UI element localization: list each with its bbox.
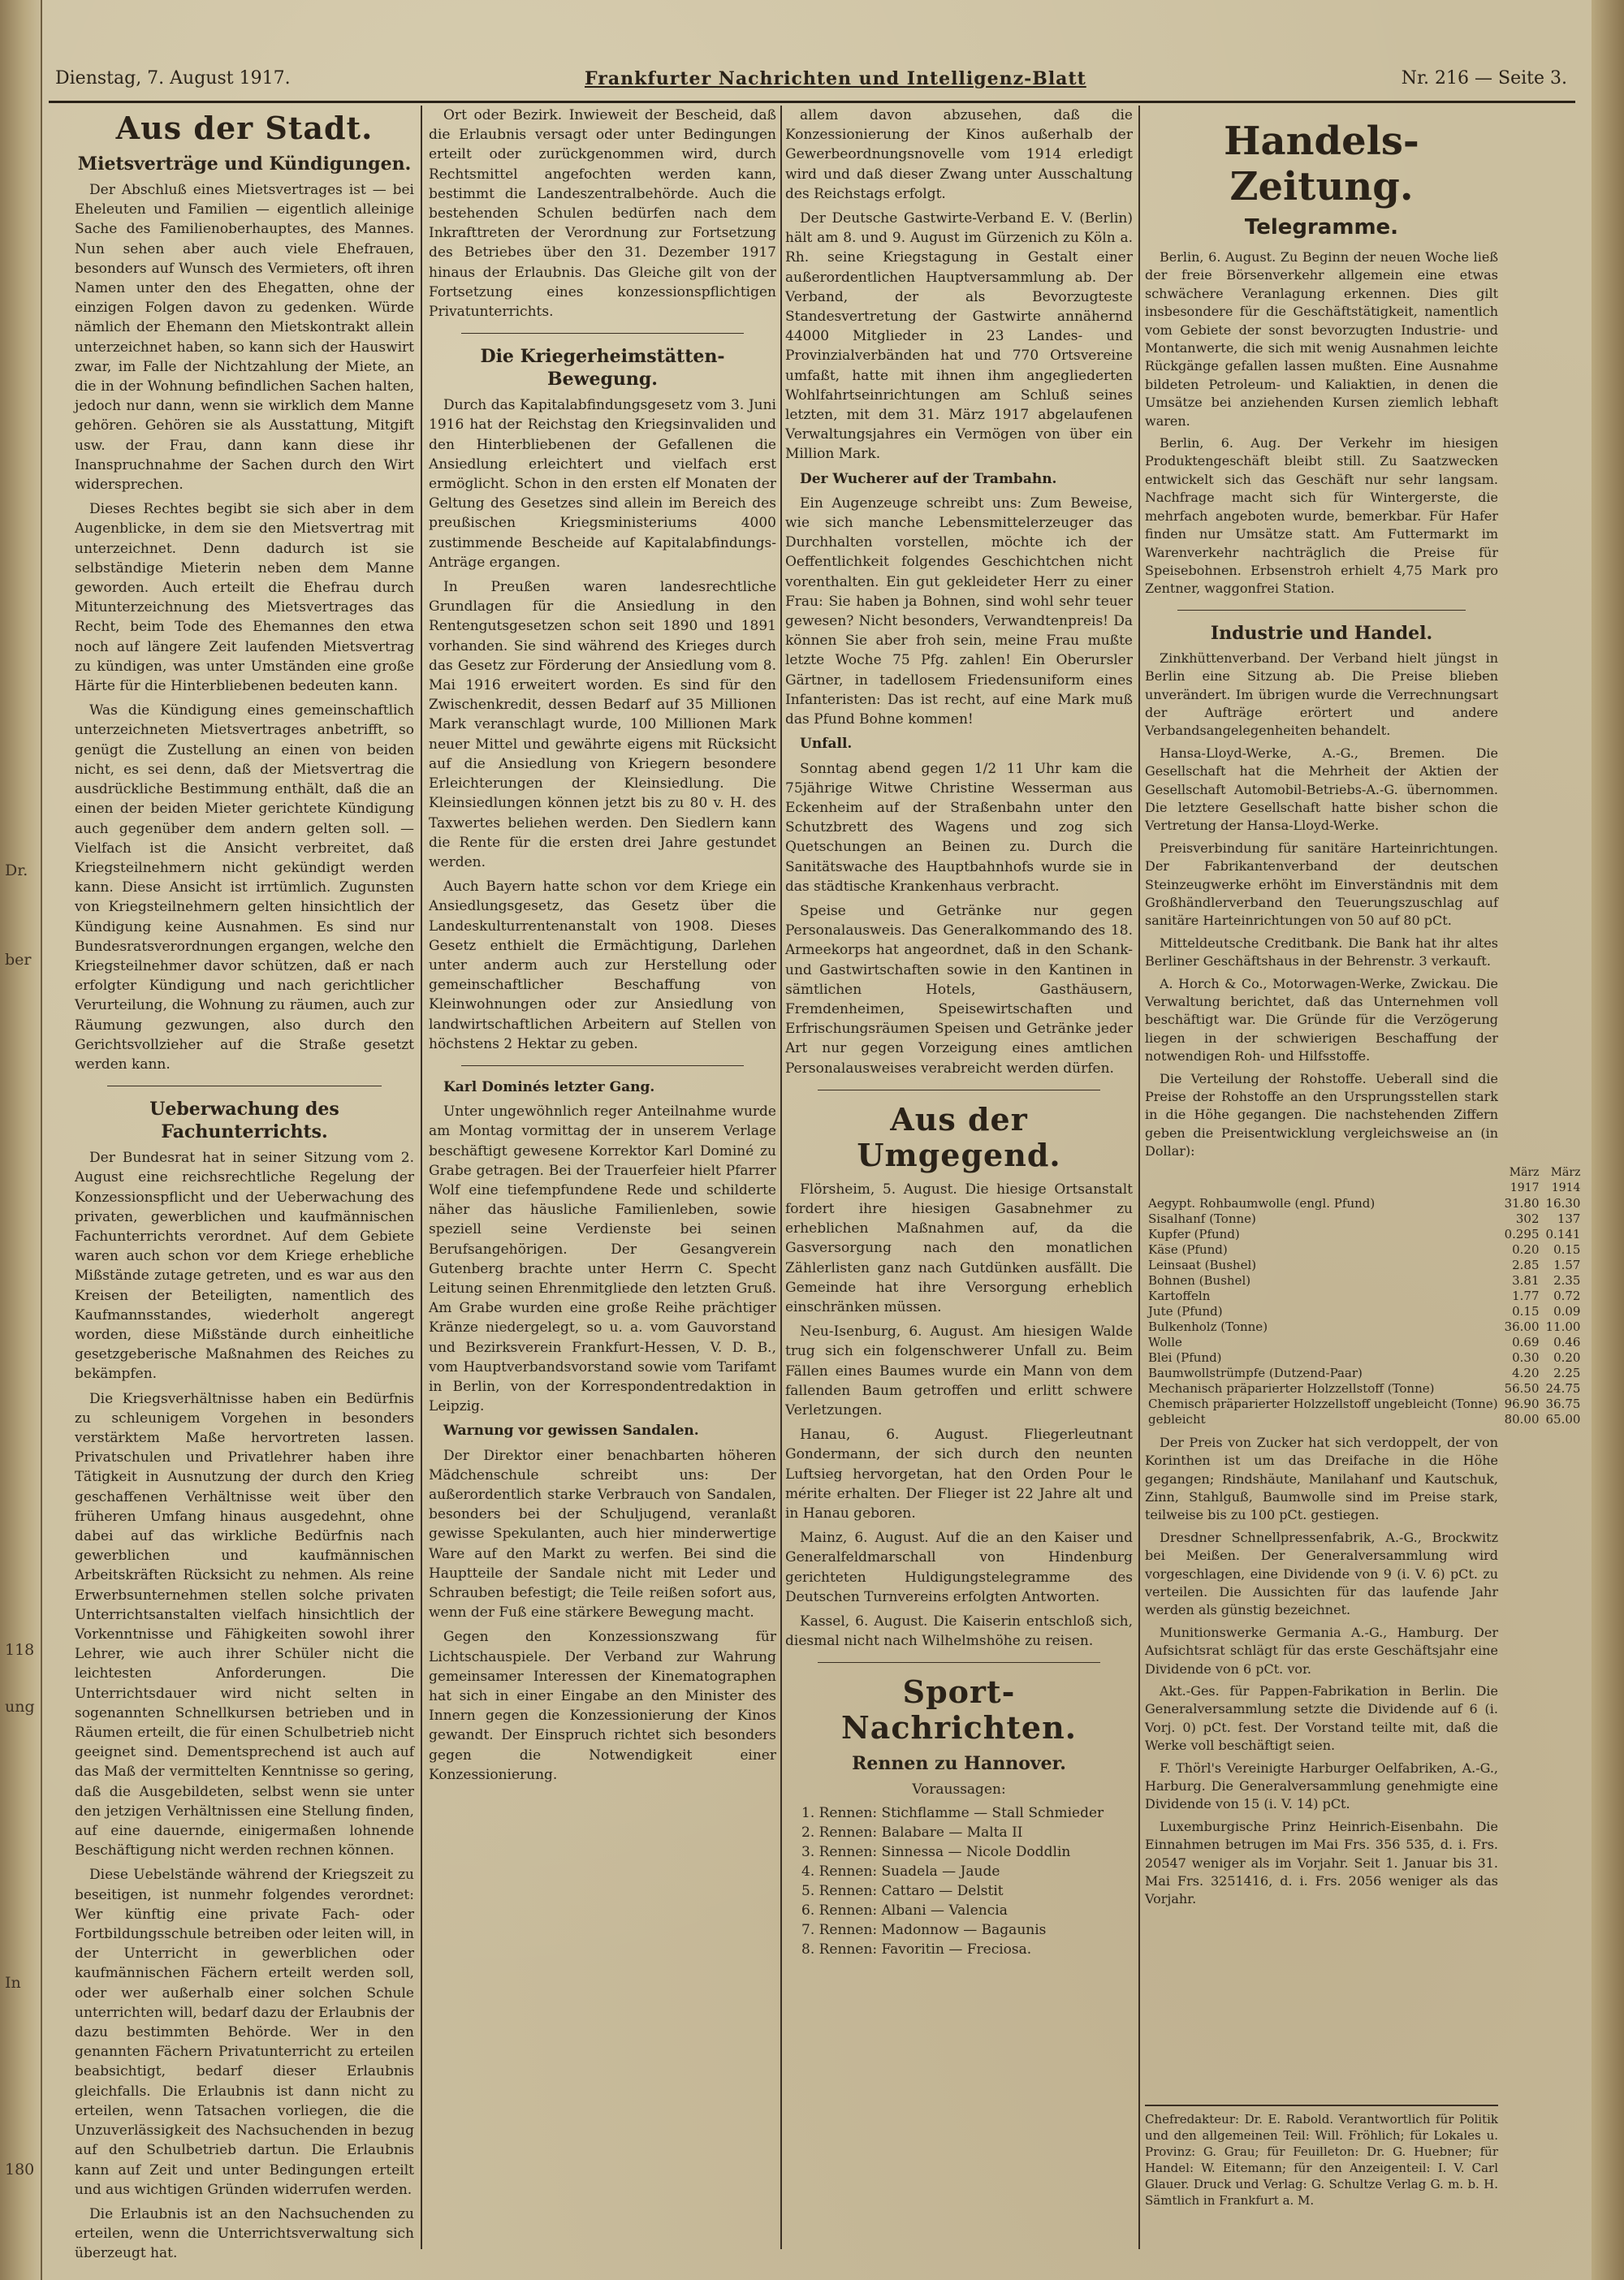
price-table-cell: 1.57	[1553, 1257, 1581, 1272]
race-item: 8. Rennen: Favoritin — Freciosa.	[801, 1941, 1032, 1958]
article-paragraph: Was die Kündigung eines gemeinschaftlich unterzeichneten Mietsvertrages anbetrifft, so genügt die Zustellung an einen von beiden nicht, es sei denn, daß der Mietsvertrag die ausdrückliche Bestimmung enthält, daß die an einen der beiden Mieter gerichtete Kündigung auch gegenüber dem andern gelten soll. — Vielfach ist die Ansicht verbreitet, daß Kriegsteilnehmern nicht gekündigt werden kann. Diese Ansicht ist irrtümlich. Zugunsten von Kriegsteilnehmern gelten hinsichtlich der Kündigung keine Ausnahmen. Es sind nur Bundesratsverordnungen ergangen, welche den Kriegsteilnehmer davor schützen, daß er nach erfolgter Kündigung und nach gerichtlicher Verurteilung, die Wohnung zu räumen, auch zur Räumung gezwungen, also durch den Gerichtsvollzieher auf die Straße gesetzt werden kann.	[75, 702, 414, 1073]
article-paragraph: Der Abschluß eines Mietsvertrages ist — bei Eheleuten und Familien — eigentlich alleinige Sache des Familienoberhauptes, des Mannes. Nun sehen aber auch viele Ehefrauen, besonders auf Wunsch des Vermieters, oft ihren Namen unter den des Ehegatten, ohne der einzigen Folgen davon zu gedenken. Würde nämlich der Ehemann den Mietskontrakt allein unterzeichnet haben, so kann sich der Hauswirt zwar, im Falle der Nichtzahlung der Miete, an die in der Wohnung befindlichen Sachen halten, jedoch nur dann, wenn sie wirklich dem Manne gehören. Gehören sie als Ausstattung, Mitgift usw. der Frau, dann kann diese ihr Inanspruchnahme der Sachen durch den Wirt widersprechen.	[75, 182, 414, 494]
article-paragraph: Ort oder Bezirk. Inwieweit der Bescheid, daß die Erlaubnis versagt oder unter Bedingungen erteilt oder zurückgenommen wird, durch Rechtsmittel angefochten werden kann, bestimmt die Landeszentralbehörde. Auch die bestehenden Schulen bedürfen nach dem Inkrafttreten der Verordnung zur Fortsetzung des Betriebes über den 31. Dezember 1917 hinaus der Erlaubnis. Das Gleiche gilt von der Fortsetzung eines konzessionspflichtigen Privatunterrichts.	[429, 107, 776, 321]
price-table-row	[1145, 1304, 1583, 1319]
price-table-header	[1145, 1165, 1583, 1196]
price-table-row	[1145, 1196, 1583, 1211]
article-paragraph: Sonntag abend gegen 1/2 11 Uhr kam die 75jährige Witwe Christine Wesserman aus Eckenheim auf der Straßenbahn unter den Schutzbrett des Wagens und zog sich Quetschungen an Beinen zu. Durch die Sanitätswache des Hauptbahnhofs wurde sie in das städtische Krankenhaus verbracht.	[785, 760, 1133, 895]
article-paragraph: Hanau, 6. August. Fliegerleutnant Gondermann, der sich durch den neunten Luftsieg hervorgetan, hat den Orden Pour le mérite erhalten. Der Flieger ist 22 Jahre alt und in Hanau geboren.	[785, 1427, 1133, 1522]
edge-fragment: Dr.	[5, 861, 28, 879]
price-table-col: März 1917	[1509, 1165, 1540, 1194]
article-paragraph: Munitionswerke Germania A.-G., Hamburg. Der Aufsichtsrat schlägt für das erste Geschäftsjahr eine Dividende von 6 pCt. vor.	[1145, 1624, 1498, 1677]
predictions-label: Voraussagen:	[912, 1781, 1006, 1799]
article-separator	[1177, 610, 1466, 611]
article-paragraph: Kassel, 6. August. Die Kaiserin entschloß sich, diesmal nicht nach Wilhelmshöhe zu reisen.	[785, 1613, 1133, 1650]
article-separator	[818, 1662, 1100, 1663]
page-header	[49, 65, 1575, 99]
article-title: Ueberwachung des Fachunterrichts.	[149, 1099, 339, 1143]
price-table-row	[1145, 1227, 1583, 1242]
masthead-title: Frankfurter Nachrichten und Intelligenz-Blatt	[585, 68, 1086, 89]
race-predictions	[785, 1803, 1133, 1959]
sport-subtitle: Rennen zu Hannover.	[852, 1753, 1066, 1775]
column-4	[1145, 106, 1581, 2099]
adjacent-page-edge	[0, 0, 42, 2280]
price-table-row	[1145, 1412, 1583, 1427]
price-table-cell: 4.20	[1512, 1365, 1540, 1380]
section-title-local: Aus der Stadt.	[115, 110, 374, 146]
price-table-cell: 0.15	[1553, 1241, 1581, 1257]
section-title-sport: Sport-Nachrichten.	[841, 1673, 1077, 1747]
price-table-cell: 1.77	[1512, 1288, 1540, 1303]
price-table-cell: 36.75	[1545, 1396, 1581, 1411]
price-table-cell: 36.00	[1504, 1319, 1540, 1334]
price-table-row	[1145, 1289, 1583, 1304]
article-paragraph: Preisverbindung für sanitäre Harteinrichtungen. Der Fabrikantenverband der deutschen Steinzeugwerke erhöht im Einverständnis mit dem Großhändlerverband den Teuerungszuschlag auf sanitäre Harteinrichtungen von 50 auf 80 pCt.	[1145, 840, 1498, 929]
price-table-cell: 3.81	[1512, 1272, 1540, 1288]
price-table-cell: 80.00	[1504, 1411, 1540, 1427]
price-table-cell: 0.295	[1504, 1226, 1540, 1241]
price-table-cell: Chemisch präparierter Holzzellstoff ungebleicht (Tonne)	[1148, 1396, 1498, 1411]
price-table-cell: Sisalhanf (Tonne)	[1148, 1211, 1256, 1226]
article-paragraph: Flörsheim, 5. August. Die hiesige Ortsanstalt fordert ihre hiesigen Gasabnehmer zu erheblichen Maßnahmen auf, da die Gasversorgung nach den monatlichen Zählerlisten ganz nach Gutdünken ausfällt. Die Gemeinde hat ihre Versorgung erheblich einschränken müssen.	[785, 1181, 1133, 1315]
article-paragraph: Speise und Getränke nur gegen Personalausweis. Das Generalkommando des 18. Armeekorps hat angeordnet, daß in den Schank- und Gastwirtschaften sowie in den Kantinen in sämtlichen Hotels, Gasthäusern, Fremdenheimen, Speisewirtschaften und Erfrischungsräumen Speisen und Getränke jeder Art nur gegen Vorzeigung eines amtlichen Personalausweises verabreicht werden dürfen.	[785, 902, 1133, 1077]
edge-fragment: ung	[5, 1698, 35, 1716]
article-paragraph: In Preußen waren landesrechtliche Grundlagen für die Ansiedlung in den Rentengutsgesetzen schon seit 1890 und 1891 vorhanden. Sie sind während des Krieges durch das Gesetz zur Förderung der Ansiedlung vom 8. Mai 1916 erweitert worden. Es sind für den Zwischenkredit, dessen Bedarf auf 35 Millionen Mark veranschlagt wurde, 100 Millionen Mark neuer Mittel und gewährte eigens mit Rücksicht auf die Ansiedlung von Kriegern besondere Erleichterungen der Kleinsiedlung. Die Kleinsiedlungen können jetzt bis zu 80 v. H. des Taxwertes beliehen werden. Den Siedlern kann die Rente für die ersten drei Jahre gestundet werden.	[429, 579, 776, 870]
price-table-cell: 0.09	[1553, 1303, 1581, 1319]
price-table-cell: Blei (Pfund)	[1148, 1349, 1222, 1365]
article-title: Mietsverträge und Kündigungen.	[77, 153, 412, 175]
section-title-commerce: Handels-Zeitung.	[1224, 119, 1419, 209]
article-paragraph: Hansa-Lloyd-Werke, A.-G., Bremen. Die Gesellschaft hat die Mehrheit der Aktien der Gesellschaft Automobil-Betriebs-A.-G. übernommen. Die letztere Gesellschaft hatte bisher schon die Vertretung der Hansa-Lloyd-Werke.	[1145, 745, 1498, 834]
price-table-col	[1145, 1165, 1501, 1196]
price-table-cell: 302	[1515, 1211, 1540, 1226]
price-table-cell: 2.35	[1553, 1272, 1581, 1288]
column-2	[429, 106, 776, 2249]
header-rule	[49, 101, 1575, 103]
article-title: Warnung vor gewissen Sandalen.	[443, 1423, 699, 1440]
price-table-cell: 0.20	[1512, 1241, 1540, 1257]
race-item: 2. Rennen: Balabare — Malta II	[801, 1824, 1023, 1841]
section-title-region: Aus der Umgegend.	[857, 1100, 1061, 1173]
edge-fragment: 118	[5, 1641, 35, 1659]
issue-number: Nr. 216 — Seite 3.	[1401, 68, 1567, 89]
price-table-cell: Käse (Pfund)	[1148, 1241, 1228, 1257]
article-paragraph: Zinkhüttenverband. Der Verband hielt jüngst in Berlin eine Sitzung ab. Die Preise blieben unverändert. Im übrigen wurde die Verrechnungsart der Aufträge erörtert und andere Verbandsangelegenheiten behandelt.	[1145, 650, 1498, 739]
article-paragraph: Die Kriegsverhältnisse haben ein Bedürfnis zu schleunigem Vorgehen in besonders verstärktem Maße hervortreten lassen. Privatschulen und Privatlehrer haben ihre Tätigkeit in Ausnutzung der durch den Krieg geschaffenen Verhältnisse weit über den früheren Umfang hinaus ausgedehnt, ohne dabei auf das wirkliche Bedürfnis nach gewerblichen und kaufmännischen Arbeitskräften Rücksicht zu nehmen. Als reine Erwerbsunternehmen stellen solche privaten Unterrichtsanstalten vielfach hinsichtlich der Vorkenntnisse und Fähigkeiten sowohl ihrer Lehrer, wie auch ihrer Schüler nicht die leichtesten Anforderungen. Die Unterrichtsdauer wird nicht selten in sogenannten Schnellkursen betrieben und in Räumen erteilt, die für einen Schulbetrieb nicht geeignet sind. Dementsprechend ist auch auf das Maß der vermittelten Kenntnisse so gering, daß die Ausgebildeten, selbst wenn sie unter den jetzigen Verhältnissen eine Stellung finden, auf eine dauernde, einigermaßen lohnende Beschäftigung nicht werden rechnen können.	[75, 1390, 414, 1859]
price-table-col: März 1914	[1550, 1165, 1581, 1194]
race-item: 7. Rennen: Madonnow — Bagaunis	[801, 1921, 1047, 1938]
price-table-cell: 2.85	[1512, 1257, 1540, 1272]
column-divider	[1138, 106, 1140, 2249]
price-table-cell: 65.00	[1545, 1411, 1581, 1427]
edge-fragment: ber	[5, 951, 32, 969]
price-table-cell: 0.46	[1553, 1334, 1581, 1349]
price-table-row	[1145, 1335, 1583, 1350]
article-paragraph: Dresdner Schnellpressenfabrik, A.-G., Brockwitz bei Meißen. Der Generalversammlung wird vorgeschlagen, eine Dividende von 9 (i. V. 6) pCt. zu verteilen. Die Aussichten für das laufende Jahr werden als günstig bezeichnet.	[1145, 1529, 1498, 1618]
price-table-row	[1145, 1350, 1583, 1366]
price-table-cell: 0.15	[1512, 1303, 1540, 1319]
article-title: Unfall.	[800, 736, 853, 753]
article-title: Der Wucherer auf der Trambahn.	[800, 470, 1057, 487]
article-title: Die Kriegerheimstätten-Bewegung.	[480, 346, 725, 391]
price-table-row	[1145, 1242, 1583, 1258]
price-table-cell: 0.72	[1553, 1288, 1581, 1303]
article-paragraph: Diese Uebelstände während der Kriegszeit zu beseitigen, ist nunmehr folgendes verordnet: Wer künftig eine private Fach- oder Fortbildungsschule betreiben oder leiten will, in der Unterricht in gewerblichen oder kaufmännischen Fächern erteilt werden soll, oder wer außerhalb einer solchen Schule unterrichten will, bedarf dazu der Erlaubnis der dazu bestimmten Behörde. Wer in den genannten Fächern Privatunterricht zu erteilen beabsichtigt, bedarf dieser Erlaubnis gleichfalls. Die Erlaubnis ist dann nicht zu erteilen, wenn Tatsachen vorliegen, die die Unzuverlässigkeit des Nachsuchenden in bezug auf den Schulbetrieb dartun. Die Erlaubnis kann auf Zeit und unter Bedingungen erteilt und aus wichtigen Gründen widerrufen werden.	[75, 1867, 414, 2198]
article-paragraph: Unter ungewöhnlich reger Anteilnahme wurde am Montag vormittag der in unserem Verlage beschäftigt gewesene Korrektor Karl Dominé zu Grabe getragen. Bei der Trauerfeier hielt Pfarrer Wolf eine tiefempfundene Rede und schilderte näher das häusliche Familienleben, sowie speziell seine Verdienste bei seinen Berufsangehörigen. Der Gesangverein Gutenberg brachte unter Herrn C. Specht Leitung seinen Ehrenmitgliede den letzten Gruß. Am Grabe wurden eine große Reihe prächtiger Kränze niedergelegt, so u. a. vom Gauvorstand und Bezirksverein Frankfurt-Hessen, V. D. B., vom Hauptverbandsvorstand sowie vom Tarifamt in Berlin, von der Korrespondentredaktion in Leipzig.	[429, 1103, 776, 1415]
price-table-row	[1145, 1211, 1583, 1227]
article-paragraph: Durch das Kapitalabfindungsgesetz vom 3. Juni 1916 hat der Reichstag den Kriegsinvaliden und den Hinterbliebenen der Gefallenen die Ansiedlung erleichtert und vielfach erst ermöglicht. Schon in den ersten elf Monaten der Geltung des Gesetzes sind allein im Bereich des preußischen Kriegsministeriums 4000 zustimmende Bescheide auf Kapitalabfindungs-Anträge ergangen.	[429, 397, 776, 571]
article-separator	[461, 1065, 744, 1066]
article-paragraph: Mainz, 6. August. Auf die an den Kaiser und Generalfeldmarschall von Hindenburg gerichteten Huldigungstelegramme des Deutschen Turnvereins erfolgten Antworten.	[785, 1530, 1133, 1605]
price-table-cell: Kartoffeln	[1148, 1288, 1211, 1303]
article-paragraph: Der Direktor einer benachbarten höheren Mädchenschule schreibt uns: Der außerordentlich starke Verbrauch von Sandalen, besonders bei der Schuljugend, veranlaßt gewisse Spekulanten, auch hier minderwertige Ware auf den Markt zu werfen. Bei sind die Hauptteile der Sandale nicht mit Leder und Schrauben befestigt; die Teile reißen sofort aus, wenn der Fuß eine stärkere Bewegung macht.	[429, 1447, 776, 1621]
article-paragraph: Gegen den Konzessionszwang für Lichtschauspiele. Der Verband zur Wahrung gemeinsamer Interessen der Kinematographen hat sich in einer Eingabe an den Minister des Innern gegen die Konzessionierung der Kinos gewandt. Der Einspruch richtet sich besonders gegen die Notwendigkeit einer Konzessionierung.	[429, 1629, 776, 1783]
article-title: Karl Dominés letzter Gang.	[443, 1078, 655, 1095]
article-paragraph: A. Horch & Co., Motorwagen-Werke, Zwickau. Die Verwaltung berichtet, daß das Unternehmen voll beschäftigt war. Die Gründe für die Verzögerung liegen in der schwierigen Beschaffung der notwendigen Roh- und Hilfsstoffe.	[1145, 975, 1498, 1064]
price-table-cell: Bulkenholz (Tonne)	[1148, 1319, 1268, 1334]
article-paragraph: Berlin, 6. August. Zu Beginn der neuen Woche ließ der freie Börsenverkehr allgemein eine etwas schwächere Veranlagung erkennen. Dies gilt insbesondere für die Geschäftstätigkeit, namentlich vom Gebiete der sonst bevorzugten Industrie- und Montanwerte, die sich mit wenig Ausnahmen leichte Rückgänge gefallen lassen mußten. Eine Ausnahme bildeten Petroleum- und Kaliaktien, in denen die Umsätze bei anziehenden Kursen ziemlich lebhaft waren.	[1145, 249, 1498, 429]
price-table-row	[1145, 1366, 1583, 1381]
price-table-cell: 56.50	[1504, 1380, 1540, 1396]
price-table-cell: Aegypt. Rohbaumwolle (engl. Pfund)	[1148, 1195, 1376, 1211]
article-paragraph: Der Bundesrat hat in seiner Sitzung vom 2. August eine reichsrechtliche Regelung der Konzessionspflicht und der Ueberwachung des privaten, gewerblichen und kaufmännischen Fachunterrichts verordnet. Auf dem Gebiete waren auch schon vor dem Kriege erhebliche Mißstände zutage getreten, und es war aus den Kreisen der Beteiligten, namentlich des Kaufmannsstandes, wiederholt angeregt worden, diese Mißstände durch einheitliche gesetzgeberische Maßnahmen des Reiches zu bekämpfen.	[75, 1150, 414, 1383]
column-divider	[421, 106, 422, 2249]
price-table-row	[1145, 1397, 1583, 1412]
article-paragraph: allem davon abzusehen, daß die Konzessionierung der Kinos außerhalb der Gewerbeordnungsnovelle vom 1914 erledigt wird und daß dieser Zwang unter Ausschaltung des Reichstags erfolgt.	[785, 107, 1133, 202]
article-paragraph: Auch Bayern hatte schon vor dem Kriege ein Ansiedlungsgesetz, das Gesetz über die Landeskulturrentenanstalt von 1908. Dieses Gesetz enthielt die Ermächtigung, Darlehen unter anderm auch zur Herstellung oder gemeinschaftlicher Beschaffung von Kleinwohnungen oder zur Ansiedlung von landwirtschaftlichen Arbeitern auf Stellen von höchstens 2 Hektar zu geben.	[429, 879, 776, 1052]
price-table-cell: Bohnen (Bushel)	[1148, 1272, 1251, 1288]
telegram-title: Telegramme.	[1244, 215, 1399, 240]
edge-fragment: In	[5, 1974, 21, 1992]
price-table-cell: Jute (Pfund)	[1148, 1303, 1223, 1319]
price-table-cell: Leinsaat (Bushel)	[1148, 1257, 1257, 1272]
edge-fragment: 180	[5, 2161, 35, 2179]
price-table-row	[1145, 1319, 1583, 1335]
race-item: 3. Rennen: Sinnessa — Nicole Doddlin	[801, 1843, 1071, 1860]
article-paragraph: Akt.-Ges. für Pappen-Fabrikation in Berlin. Die Generalversammlung setzte die Dividende auf 6 (i. Vorj. 0) pCt. fest. Der Vorstand teilte mit, daß die Werke voll beschäftigt seien.	[1145, 1682, 1498, 1754]
article-paragraph: Dieses Rechtes begibt sie sich aber in dem Augenblicke, in dem sie den Mietsvertrag mit unterzeichnet. Denn dadurch ist sie selbständige Mieterin neben dem Manne geworden. Auch erteilt die Ehefrau durch Mitunterzeichnung des Mietsvertrages das Recht, beim Tode des Ehemannes den etwa noch auf längere Zeit laufenden Mietsvertrag zu kündigen, was unter Umständen eine große Härte für die Hinterbliebenen bedeuten kann.	[75, 501, 414, 695]
price-table	[1145, 1165, 1583, 1427]
price-table-cell: Mechanisch präparierter Holzzellstoff (Tonne)	[1148, 1380, 1435, 1396]
price-table-cell: 24.75	[1545, 1380, 1581, 1396]
article-paragraph: Die Erlaubnis ist an den Nachsuchenden zu erteilen, wenn die Unterrichtsverwaltung sich überzeugt hat.	[75, 2205, 414, 2262]
price-table-cell: Kupfer (Pfund)	[1148, 1226, 1240, 1241]
imprint: Chefredakteur: Dr. E. Rabold. Verantwortlich für Politik und den allgemeinen Teil: Will. Fröhlich; für Lokales u. Provinz: G. Grau; für Feuilleton: Dr. G. Huebner; für Handel: W. Eitemann; für den Anzeigenteil: I. V. Carl Glauer. Druck und Verlag: G. Schultze Verlag G. m. b. H. Sämtlich in Frankfurt a. M.	[1145, 2105, 1498, 2249]
race-item: 5. Rennen: Cattaro — Delstit	[801, 1882, 1004, 1899]
article-paragraph: Berlin, 6. Aug. Der Verkehr im hiesigen Produktengeschäft bleibt still. Zu Saatzwecken entwickelt sich das Geschäft nur sehr langsam. Nachfrage macht sich für Wintergerste, die mehrfach angeboten wurde, bemerkbar. Für Hafer finden nur Umsätze statt. Am Futtermarkt im Warenverkehr nachträglich die Preise für Speisebohnen. Erbsenstroh erhielt 4,75 Mark pro Zentner, waggonfrei Station.	[1145, 435, 1498, 597]
article-paragraph: Der Deutsche Gastwirte-Verband E. V. (Berlin) hält am 8. und 9. August im Gürzenich zu Köln a. Rh. seine Kriegstagung in Gestalt einer außerordentlichen Hauptversammlung ab. Der Verband, der als Bevorzugteste Standesvertretung der Gastwirte annähernd 44000 Mitglieder in 23 Landes- und Provinzialverbänden hat und 770 Ortsvereine umfaßt, hatte mit ihnen ihm angegliederten Wohlfahrtseinrichtungen am Schluß seines letzten, mit dem 31. März 1917 abgelaufenen Verwaltungsjahres ein Vermögen von über ein Million Mark.	[785, 210, 1133, 463]
price-table-cell: Baumwollstrümpfe (Dutzend-Paar)	[1148, 1365, 1363, 1380]
price-table-cell: 0.20	[1553, 1349, 1581, 1365]
industry-title: Industrie und Handel.	[1210, 622, 1433, 644]
article-paragraph: Der Preis von Zucker hat sich verdoppelt, der von Korinthen ist um das Dreifache in die Höhe gegangen; Rindshäute, Manilahanf und Kautschuk, Zinn, Stahlguß, Baumwolle sind im Preise stark, teilweise bis zu 100 pCt. gestiegen.	[1145, 1434, 1498, 1523]
price-table-cell: 31.80	[1504, 1195, 1540, 1211]
price-table-row	[1145, 1273, 1583, 1289]
price-table-cell: 137	[1557, 1211, 1581, 1226]
article-separator	[461, 333, 744, 334]
price-table-row	[1145, 1381, 1583, 1397]
race-item: 6. Rennen: Albani — Valencia	[801, 1902, 1008, 1919]
article-paragraph: F. Thörl's Vereinigte Harburger Oelfabriken, A.-G., Harburg. Die Generalversammlung genehmigte eine Dividende von 15 (i. V. 14) pCt.	[1145, 1760, 1498, 1812]
price-table-cell: gebleicht	[1148, 1411, 1206, 1427]
column-divider	[780, 106, 782, 2249]
article-paragraph: Ein Augenzeuge schreibt uns: Zum Beweise, wie sich manche Lebensmittelerzeuger das Durchhalten vorstellen, möchte ich der Oeffentlichkeit folgendes Geschichtchen nicht vorenthalten. Ein gut gekleideter Herr zu einer Frau: Sie haben ja Bohnen, sind wohl sehr teuer gewesen? Nicht besonders, Verwandtenpreis! Da können Sie aber froh sein, meine Frau mußte letzte Woche 75 Pfg. zahlen! Ein Oberursler Gärtner, in tadellosem Friedensuniform eines Infanteristen: Das ist recht, auf eine Mark muß das Pfund Bohne kommen!	[785, 494, 1133, 728]
price-table-cell: 0.141	[1545, 1226, 1581, 1241]
price-table-cell: Wolle	[1148, 1334, 1182, 1349]
price-table-cell: 11.00	[1545, 1319, 1581, 1334]
article-paragraph: Mitteldeutsche Creditbank. Die Bank hat ihr altes Berliner Geschäftshaus in der Behrenstr. 3 verkauft.	[1145, 935, 1498, 969]
price-table-cell: 16.30	[1545, 1195, 1581, 1211]
price-table-cell: 96.90	[1504, 1396, 1540, 1411]
column-3	[785, 106, 1133, 2249]
article-paragraph: Luxemburgische Prinz Heinrich-Eisenbahn. Die Einnahmen betrugen im Mai Frs. 356 535, d. i. Frs. 20547 weniger als im Vorjahr. Seit 1. Januar bis 31. Mai Frs. 3251416, d. i. Frs. 2056 weniger als das Vorjahr.	[1145, 1818, 1498, 1907]
price-table-cell: 0.69	[1512, 1334, 1540, 1349]
price-table-cell: 2.25	[1553, 1365, 1581, 1380]
price-table-row	[1145, 1258, 1583, 1273]
price-table-cell: 0.30	[1512, 1349, 1540, 1365]
column-1	[75, 106, 414, 2262]
article-paragraph: Neu-Isenburg, 6. August. Am hiesigen Walde trug sich ein folgenschwerer Unfall zu. Beim Fällen eines Baumes wurde ein Mann von dem fallenden Baum getroffen und erlitt schwere Verletzungen.	[785, 1324, 1133, 1419]
page-binding-edge	[1592, 0, 1624, 2280]
issue-date: Dienstag, 7. August 1917.	[55, 68, 291, 89]
race-item: 4. Rennen: Suadela — Jaude	[801, 1863, 1000, 1880]
race-item: 1. Rennen: Stichflamme — Stall Schmieder	[801, 1804, 1104, 1821]
article-paragraph: Die Verteilung der Rohstoffe. Ueberall sind die Preise der Rohstoffe an den Ursprungsstellen stark in die Höhe gegangen. Die nachstehenden Ziffern geben die Preisentwicklung vergleichsweise an (in Dollar):	[1145, 1070, 1498, 1159]
